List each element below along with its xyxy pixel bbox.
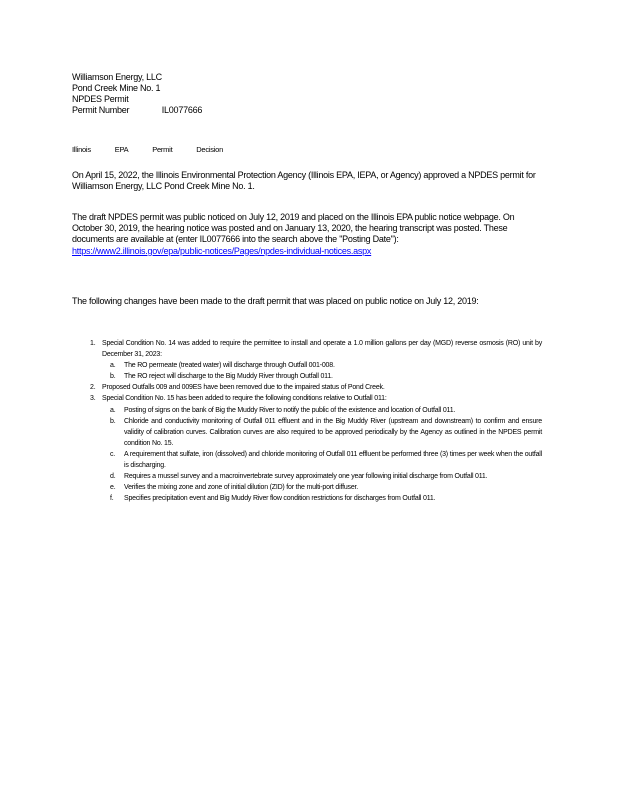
change-subitems — [102, 405, 542, 505]
changes-list — [72, 338, 542, 504]
letter-header — [72, 72, 548, 116]
permit-number-line — [72, 105, 548, 116]
subitem-text: A requirement that sulfate, iron (dissolved) and chloride monitoring of Outfall 011 effluent be performed three (3) times per week when the outfall is discharging. — [124, 450, 542, 470]
notice-paragraph — [72, 212, 540, 257]
subitem-letter: b. — [110, 373, 116, 381]
permit-number: IL0077666 — [161, 105, 203, 115]
subitem-letter: f. — [110, 495, 114, 503]
subitem-letter: b. — [110, 417, 116, 425]
change-subitem — [102, 493, 542, 504]
company-name: Williamson Energy, LLC — [72, 72, 162, 82]
intro-paragraph: On April 15, 2022, the Illinois Environmental Protection Agency (Illinois EPA, IEPA, or Agency) approved a NPDES permit for Williamson Energy, LLC Pond Creek Mine No. 1. — [72, 170, 536, 192]
change-subitem — [102, 405, 542, 416]
change-subitem — [102, 360, 542, 371]
change-subitem — [102, 482, 542, 493]
decision-word: Decision — [196, 145, 224, 154]
change-subitems — [102, 360, 542, 382]
change-number: 2. — [90, 384, 96, 392]
change-text: Special Condition No. 14 was added to require the permittee to install and operate a 1.0 million gallons per day (MGD) reverse osmosis (RO) unit by December 31, 2023: — [102, 340, 542, 359]
change-text: Proposed Outfalls 009 and 009ES have been removed due to the impaired status of Pond Creek. — [102, 384, 385, 392]
changes-intro-paragraph: The following changes have been made to the draft permit that was placed on public notice on July 12, 2019: — [72, 296, 479, 306]
public-notices-link[interactable]: https://www2.illinois.gov/epa/public-notices/Pages/npdes-individual-notices.aspx — [72, 245, 372, 256]
subitem-text: The RO permeate (treated water) will discharge through Outfall 001-008. — [124, 362, 335, 370]
permit-type: NPDES Permit — [72, 94, 129, 104]
subitem-text: Requires a mussel survey and a macroinvertebrate survey approximately one year following initial discharge from Outfall 011. — [124, 473, 488, 481]
mine-name: Pond Creek Mine No. 1 — [72, 83, 161, 93]
document-page — [72, 72, 548, 503]
change-number: 1. — [90, 340, 96, 347]
change-number: 3. — [90, 395, 96, 403]
permit-number-label: Permit Number — [72, 105, 130, 115]
decision-word: Illinois — [72, 145, 91, 154]
subitem-text: Verifies the mixing zone and zone of initial dilution (ZID) for the multi-port diffuser. — [124, 484, 359, 492]
subitem-letter: a. — [110, 362, 116, 370]
subitem-text: Specifies precipitation event and Big Muddy River flow condition restrictions for discharges from Outfall 011. — [124, 495, 436, 503]
decision-word: Permit — [152, 145, 173, 154]
change-item — [72, 393, 542, 504]
notice-text: The draft NPDES permit was public noticed on July 12, 2019 and placed on the Illinois EPA public notice webpage. On October 30, 2019, the hearing notice was posted and on January 13, 2020, the hearing transcript was posted. These documents are available at (enter IL0077666 into the search above the "Posting Date"): — [72, 212, 515, 245]
decision-word: EPA — [114, 145, 129, 154]
subitem-text: The RO reject will discharge to the Big Muddy River through Outfall 011. — [124, 373, 333, 381]
change-item — [72, 382, 542, 393]
subitem-letter: c. — [110, 450, 116, 458]
subitem-letter: a. — [110, 406, 116, 414]
subitem-letter: d. — [110, 473, 116, 481]
change-subitem — [102, 449, 542, 471]
subitem-letter: e. — [110, 484, 116, 492]
change-subitem — [102, 371, 542, 382]
decision-title — [72, 144, 245, 155]
change-text: Special Condition No. 15 has been added to require the following conditions relative to Outfall 011: — [102, 395, 387, 403]
change-subitem — [102, 416, 542, 449]
change-subitem — [102, 471, 542, 482]
subitem-text: Posting of signs on the bank of Big the Muddy River to notify the public of the existence and location of Outfall 011. — [124, 406, 456, 414]
subitem-text: Chloride and conductivity monitoring of Outfall 011 effluent and in the Big Muddy River (upstream and downstream) to confirm and ensure validity of calibration curves. Calibration curves are also required to be approved periodically by the Agency as outlined in the NPDES permit condition No. 15. — [124, 417, 542, 447]
change-item — [72, 338, 542, 382]
